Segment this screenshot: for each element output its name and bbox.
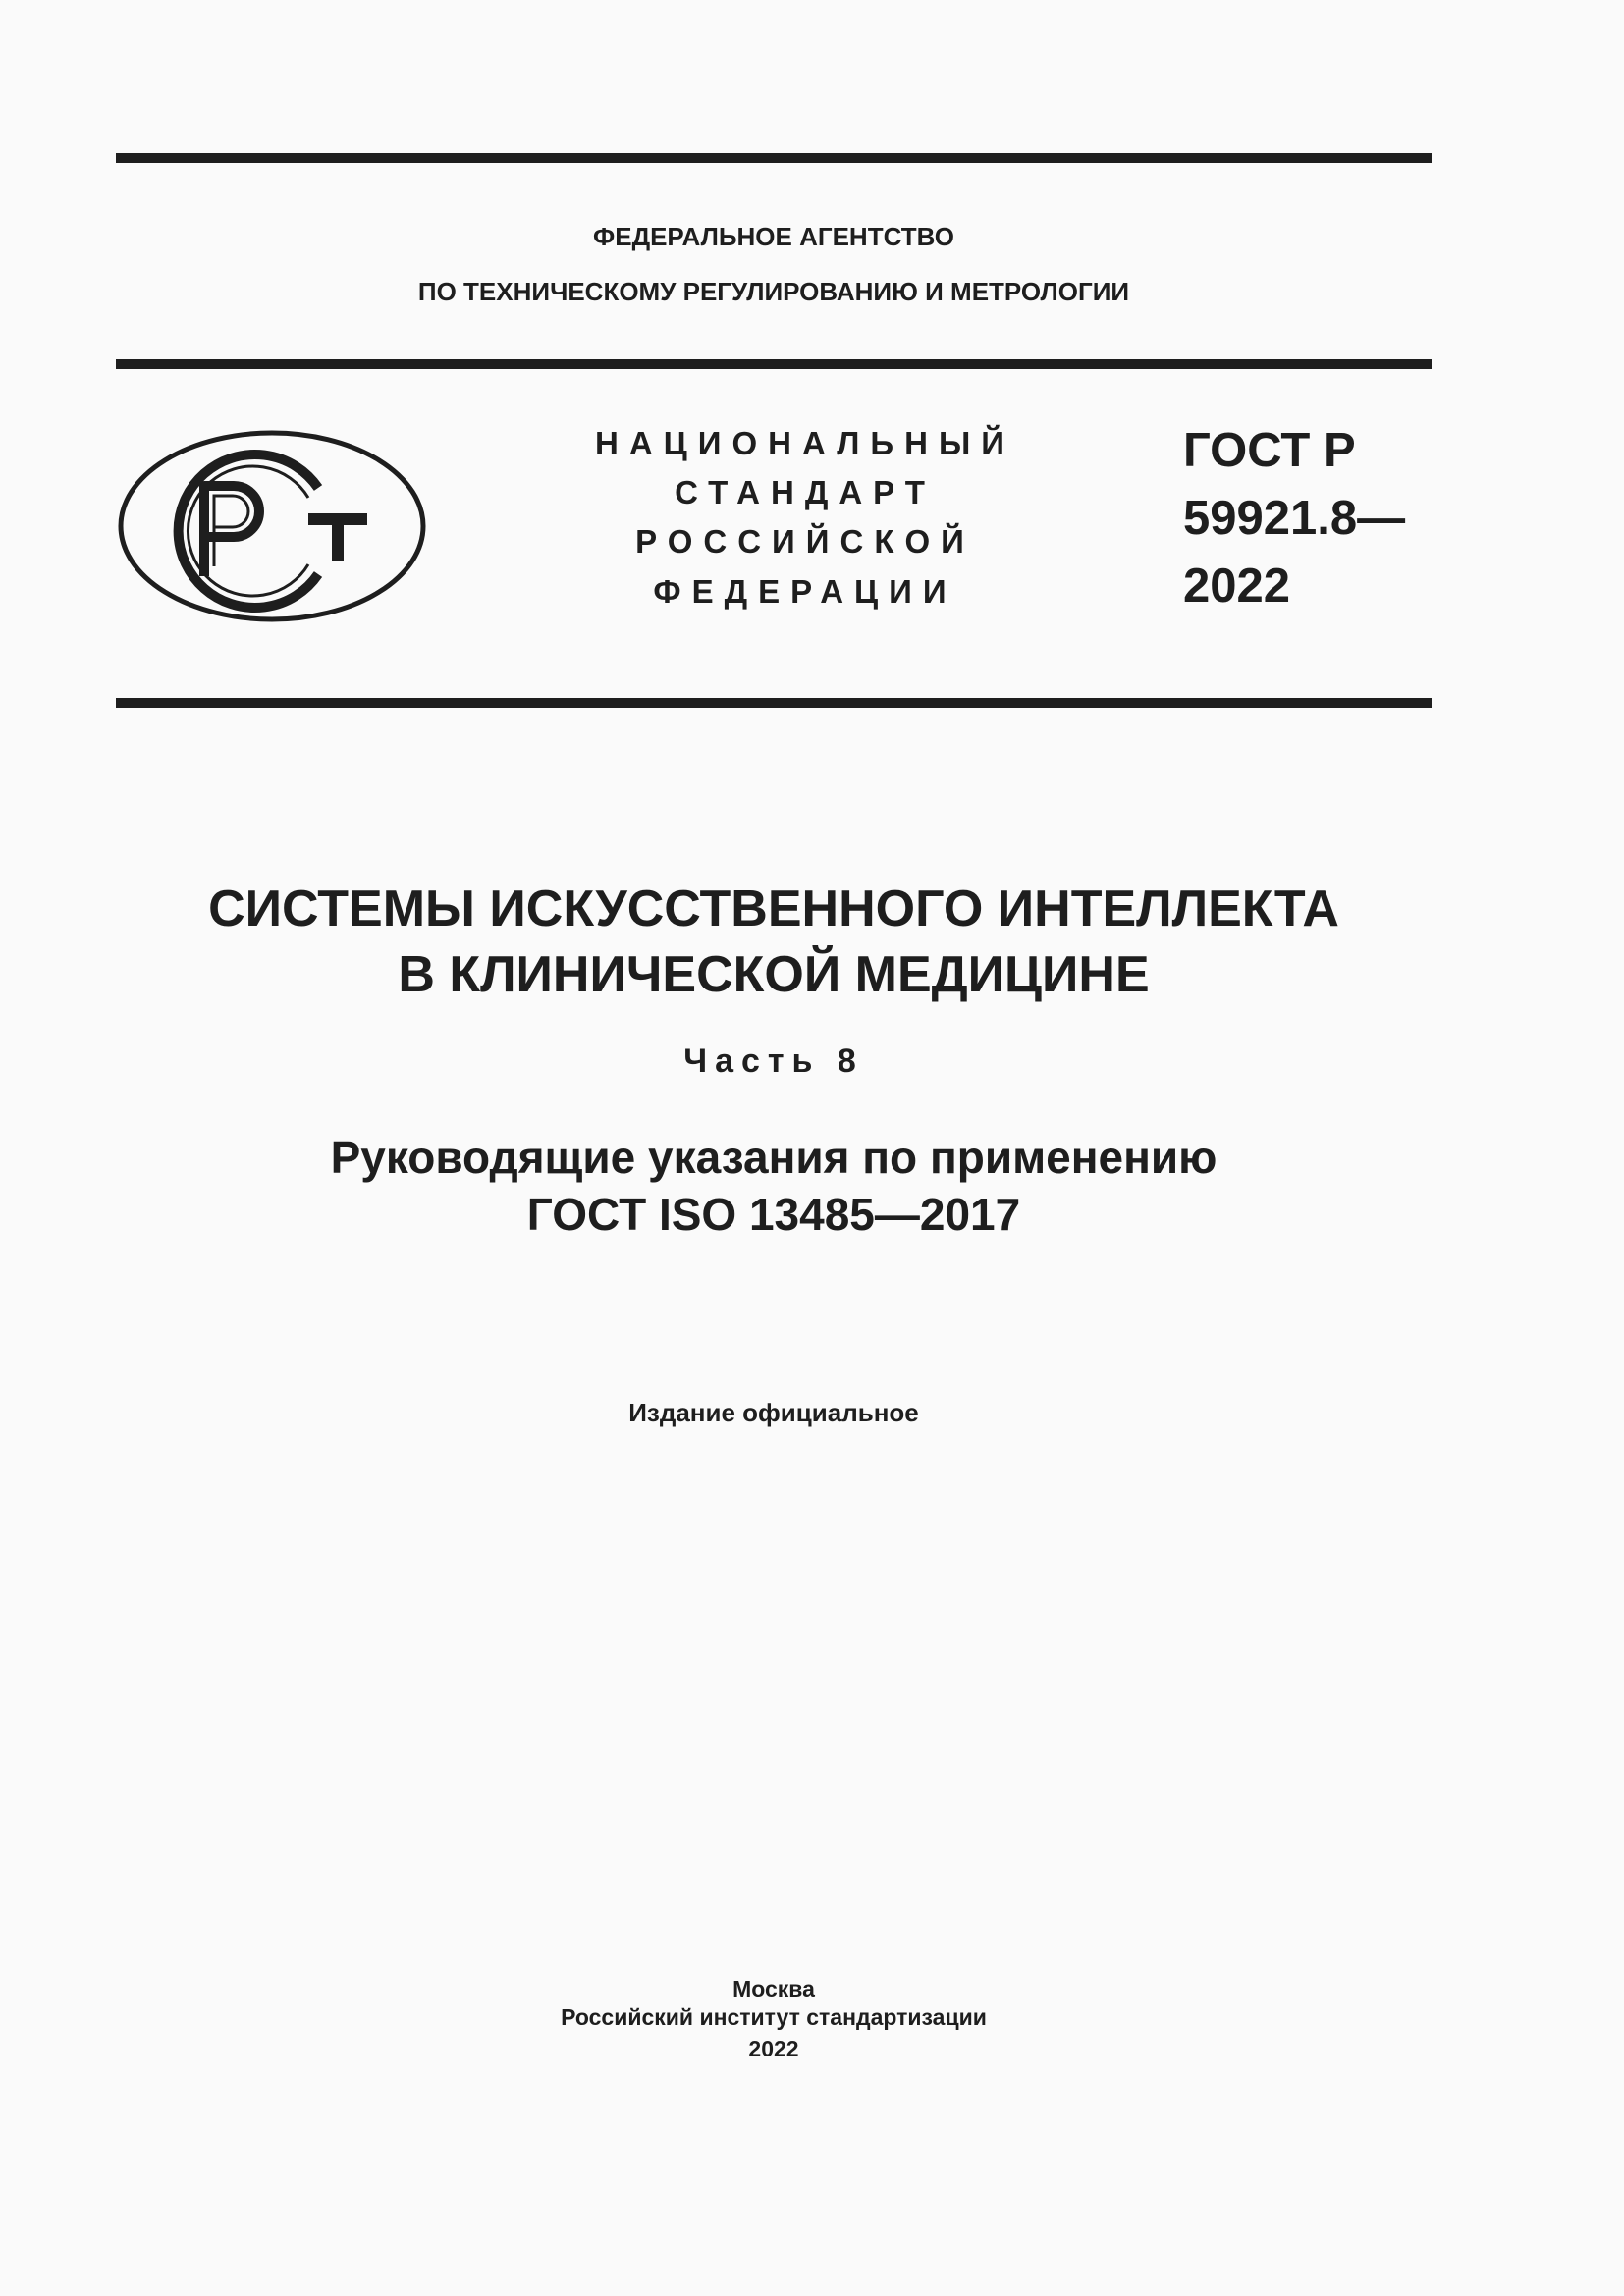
- designation-line-2: 59921.8—: [1183, 492, 1406, 545]
- imprint-year: 2022: [748, 2036, 799, 2061]
- designation-line-1: ГОСТ Р: [1183, 424, 1356, 477]
- designation-line-3: 2022: [1183, 560, 1291, 613]
- document-title-line-1: СИСТЕМЫ ИСКУССТВЕННОГО ИНТЕЛЛЕКТА: [208, 881, 1339, 937]
- imprint-publisher: Российский институт стандартизации: [561, 2004, 987, 2030]
- agency-line-2: ПО ТЕХНИЧЕСКОМУ РЕГУЛИРОВАНИЮ И МЕТРОЛОГИИ: [417, 277, 1130, 306]
- subtitle-line-2: ГОСТ ISO 13485—2017: [526, 1189, 1021, 1240]
- national-standard-line-1: НАЦИОНАЛЬНЫЙ: [595, 425, 1015, 461]
- imprint-city: Москва: [732, 1976, 815, 2002]
- national-standard-line-4: ФЕДЕРАЦИИ: [653, 573, 957, 610]
- national-standard-line-3: РОССИЙСКОЙ: [635, 523, 975, 560]
- national-standard-line-2: СТАНДАРТ: [675, 474, 936, 510]
- header-rule: [116, 359, 1432, 369]
- subtitle-line-1: Руководящие указания по применению: [330, 1132, 1218, 1183]
- top-rule: [116, 153, 1432, 163]
- document-title-line-2: В КЛИНИЧЕСКОЙ МЕДИЦИНЕ: [398, 946, 1150, 1003]
- part-number: Часть 8: [683, 1042, 864, 1080]
- rst-mark-icon: [116, 429, 428, 623]
- designation-rule: [116, 698, 1432, 708]
- agency-line-1: ФЕДЕРАЛЬНОЕ АГЕНТСТВО: [593, 222, 954, 251]
- edition-label: Издание официальное: [628, 1398, 919, 1427]
